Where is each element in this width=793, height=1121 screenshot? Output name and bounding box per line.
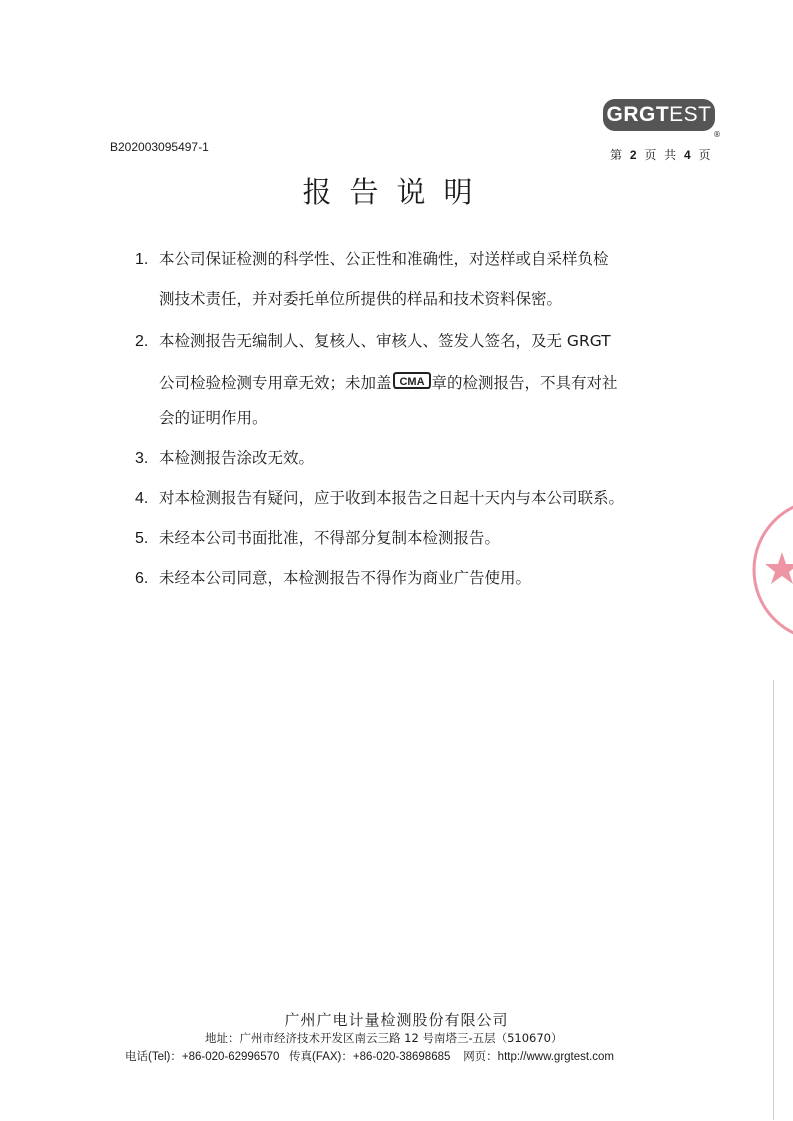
- logo-text-light: EST: [669, 103, 712, 126]
- item-number: 3.: [135, 450, 149, 467]
- svg-text:CMA: CMA: [398, 376, 425, 388]
- item-number: 1.: [135, 251, 149, 268]
- page-current: 2: [629, 148, 639, 162]
- list-item-5: [135, 529, 500, 548]
- registered-mark: ®: [713, 130, 721, 139]
- list-item-3: [135, 449, 314, 468]
- item-text-before-seal: 公司检验检测专用章无效；未加盖: [159, 374, 392, 392]
- page-total: 4: [684, 148, 693, 162]
- partial-seal-stamp-icon: [744, 490, 793, 650]
- item-text-after-seal: 章的检测报告，不具有对社: [431, 374, 618, 392]
- grgtest-logo: [603, 99, 721, 139]
- footer-fax: 传真(FAX)：+86-020-38698685: [288, 1051, 451, 1063]
- list-item-2-cont: [159, 372, 618, 392]
- page-suffix: 页: [698, 148, 713, 162]
- item-text: 未经本公司同意，本检测报告不得作为商业广告使用。: [159, 569, 532, 587]
- item-text: 本检测报告涂改无效。: [159, 449, 315, 467]
- item-number: 4.: [135, 490, 149, 507]
- cma-seal-icon: [393, 372, 431, 390]
- page-prefix: 第: [610, 148, 625, 162]
- list-item-1: [135, 250, 609, 269]
- footer-address: 地址：广州市经济技术开发区南云三路 12 号南塔三-五层（510670）: [205, 1031, 563, 1045]
- report-number: B202003095497-1: [110, 140, 209, 154]
- footer-company-name: 广州广电计量检测股份有限公司: [284, 1011, 509, 1029]
- footer-phone: 电话(Tel)：+86-020-62996570: [125, 1051, 280, 1063]
- list-item-2: [135, 332, 611, 351]
- list-item-6: [135, 569, 531, 588]
- item-text: 本检测报告无编制人、复核人、审核人、签发人签名，及无 GRGT: [159, 332, 611, 350]
- page-edge-line: [773, 680, 774, 1120]
- item-text: 未经本公司书面批准，不得部分复制本检测报告。: [159, 529, 501, 547]
- page-indicator: [610, 146, 713, 163]
- document-title: 报告说明: [302, 175, 491, 209]
- list-item-1-cont: 测技术责任，并对委托单位所提供的样品和技术资料保密。: [159, 290, 563, 308]
- footer-web: 网页：http://www.grgtest.com: [463, 1051, 615, 1063]
- footer-contact: [125, 1048, 614, 1064]
- logo-text: [603, 102, 715, 128]
- item-number: 6.: [135, 570, 149, 587]
- list-item-2-cont2: 会的证明作用。: [159, 409, 268, 427]
- logo-text-bold: GRGT: [606, 103, 670, 126]
- item-number: 5.: [135, 530, 149, 547]
- item-number: 2.: [135, 333, 149, 350]
- item-text: 对本检测报告有疑问，应于收到本报告之日起十天内与本公司联系。: [159, 489, 625, 507]
- list-item-4: [135, 489, 624, 508]
- item-text: 本公司保证检测的科学性、公正性和准确性，对送样或自采样负检: [159, 250, 609, 268]
- page-mid: 页 共: [644, 148, 679, 162]
